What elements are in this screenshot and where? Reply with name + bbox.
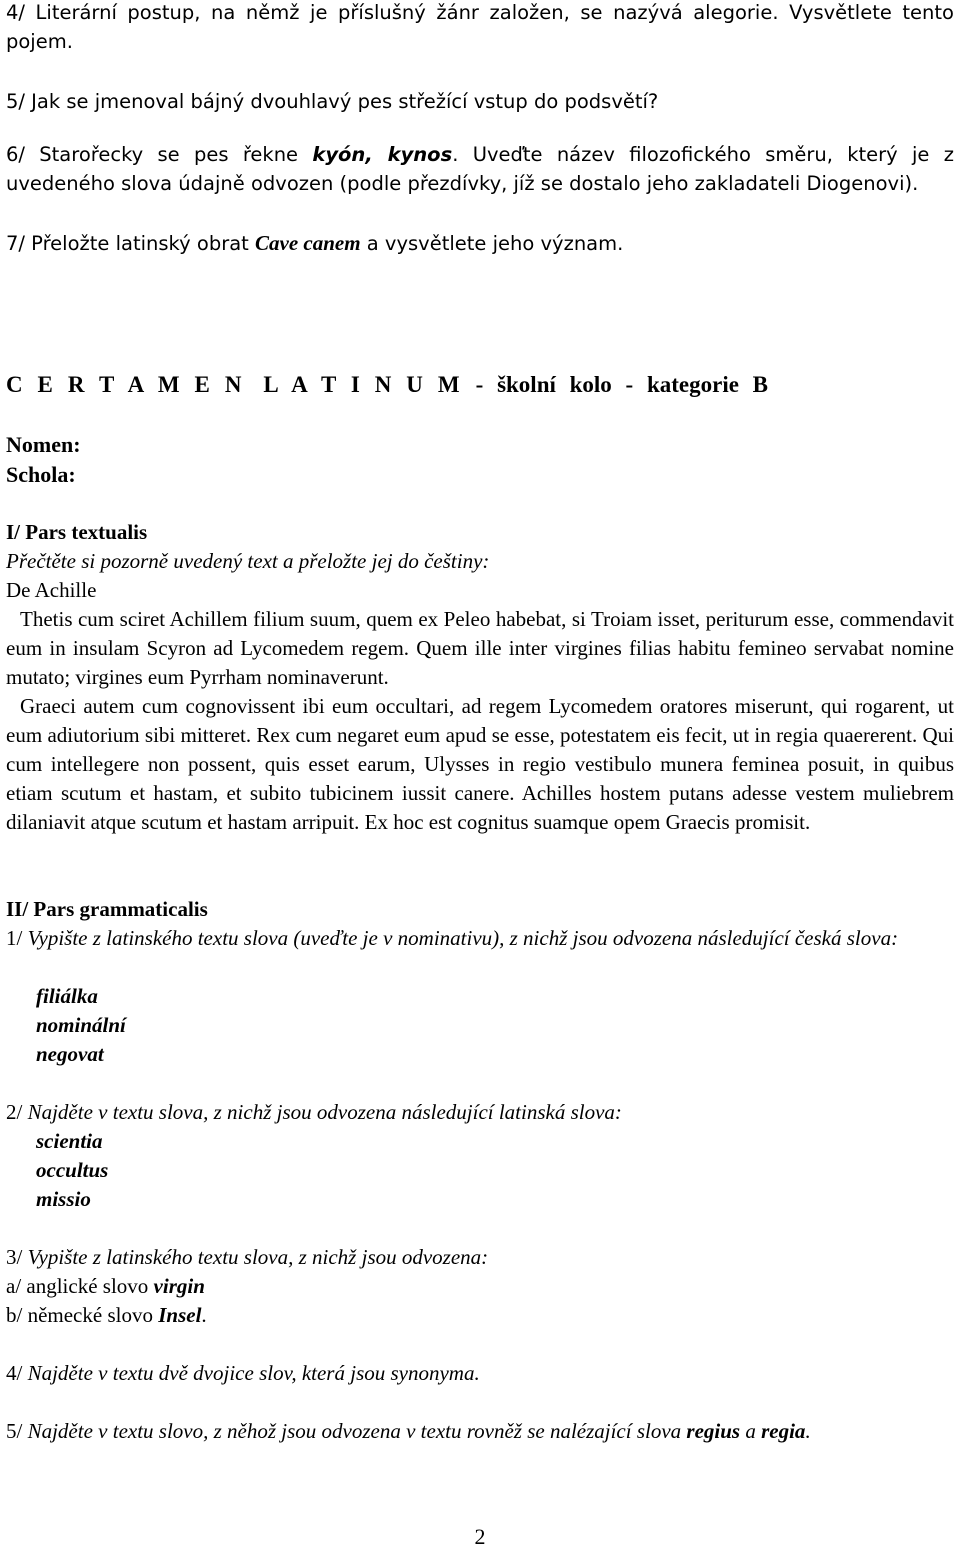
- gq1-word-1-text: filiálka: [36, 984, 98, 1008]
- gq1-text: Vypište z latinského textu slova (uveďte je v nominativu), z nichž jsou odvozena následující česká slova:: [22, 926, 899, 950]
- text-title-text: De Achille: [6, 578, 97, 602]
- nomen-label: [6, 430, 954, 459]
- gq3-item-a: [6, 1272, 954, 1301]
- part2-heading: [6, 895, 954, 924]
- question-5: [6, 87, 954, 116]
- nomen-label-text: Nomen:: [6, 432, 81, 457]
- gq2-word-2-text: occultus: [36, 1158, 109, 1182]
- gq4-text: Najděte v textu dvě dvojice slov, která jsou synonyma.: [22, 1361, 480, 1385]
- page-number: [0, 1524, 960, 1549]
- question-7: [6, 229, 954, 258]
- question-7-post: a vysvětlete jeho význam.: [360, 232, 624, 255]
- latin-paragraph-1b: Quem ille inter virgines filias habitu femineo servabat nomine mutato; virgines eum Pyrrham nominaverunt.: [6, 636, 955, 689]
- gq4-number: 4/: [6, 1361, 23, 1385]
- grammar-question-2: [6, 1098, 954, 1127]
- gq3-item-b: [6, 1301, 954, 1330]
- gq2-word-3: [6, 1185, 960, 1214]
- latin-paragraph-1: [6, 605, 954, 692]
- gq1-number: 1/: [6, 926, 23, 950]
- question-5-text: 5/ Jak se jmenoval bájný dvouhlavý pes střežící vstup do podsvětí?: [6, 90, 659, 113]
- part2-heading-text: II/ Pars grammaticalis: [6, 897, 208, 921]
- gq1-word-3: [6, 1040, 960, 1069]
- title-latinum: L A T I N U M: [263, 372, 465, 397]
- question-7-pre: 7/ Přeložte latinský obrat: [6, 232, 256, 255]
- gq3-text: Vypište z latinského textu slova, z nichž jsou odvozena:: [22, 1245, 489, 1269]
- part1-heading: [6, 518, 954, 547]
- gq5-mid: a: [740, 1419, 762, 1443]
- gq2-number: 2/: [6, 1100, 23, 1124]
- schola-label-text: Schola:: [6, 462, 76, 487]
- gq1-word-2-text: nominální: [36, 1013, 126, 1037]
- page-number-text: 2: [474, 1524, 486, 1549]
- gq2-text: Najděte v textu slova, z nichž jsou odvozena následující latinská slova:: [22, 1100, 622, 1124]
- gq3-number: 3/: [6, 1245, 23, 1269]
- latin-paragraph-1a: Thetis cum sciret Achillem filium suum, quem ex Peleo habebat, si Troiam isset, periturum esse, commendavit eum in insulam Scyron ad Lycomedem regem.: [6, 607, 954, 660]
- gq3-b-post: .: [201, 1303, 207, 1327]
- gq3-a-pre: a/ anglické slovo: [6, 1274, 154, 1298]
- gq1-word-1: [6, 982, 960, 1011]
- part1-instruction: [6, 547, 954, 576]
- gq2-word-1: [6, 1127, 960, 1156]
- question-6: [6, 140, 954, 198]
- schola-label: [6, 460, 954, 489]
- grammar-question-3: [6, 1243, 954, 1272]
- question-4: [6, 0, 954, 56]
- gq1-word-3-text: negovat: [36, 1042, 104, 1066]
- gq5-text: Najděte v textu slovo, z něhož jsou odvozena v textu rovněž se nalézající slova: [22, 1419, 687, 1443]
- question-6-pre: 6/ Starořecky se pes řekne: [6, 143, 313, 166]
- gq5-word-2: regia: [761, 1419, 806, 1443]
- latin-paragraph-2-text: Graeci autem cum cognovissent ibi eum occultari, ad regem Lycomedem oratores miserunt, qui rogarent, ut eum adiutorium sibi mitteret. Rex cum negaret eum apud se esse, potestatem eis fecit, ut in regia quaererent. Qui cum intellegere non possent, quis esset earum, Ulysses in regio vestibulo munera feminea posuit, in quibus etiam scutum et hastam, et subito tubicinem iussit canere. Achilles hostem putans adesse vestem muliebrem dilaniavit atque scutum et hastam arripuit. Ex hoc est cognitus suamque opem Graecis promisit.: [6, 694, 954, 834]
- gq5-number: 5/: [6, 1419, 23, 1443]
- question-6-post: . Uveďte název filozofického směru, který je z uvedeného slova údajně odvozen (podle přezdívky, jíž se dostalo jeho zakladateli Diogenovi).: [6, 143, 954, 195]
- gq5-word-1: regius: [686, 1419, 741, 1443]
- gq2-word-3-text: missio: [36, 1187, 91, 1211]
- gq3-a-word: virgin: [153, 1274, 205, 1298]
- text-title: [6, 576, 954, 605]
- gq5-end: .: [805, 1419, 811, 1443]
- grammar-question-5: [6, 1417, 954, 1446]
- gq2-word-1-text: scientia: [36, 1129, 103, 1153]
- title-rest: - školní kolo - kategorie B: [475, 372, 769, 397]
- question-6-term: kyón, kynos: [312, 143, 453, 166]
- gq2-word-2: [6, 1156, 960, 1185]
- latin-paragraph-2: [6, 692, 954, 837]
- part1-heading-text: I/ Pars textualis: [6, 520, 148, 544]
- part1-instruction-text: Přečtěte si pozorně uvedený text a přeložte jej do češtiny:: [6, 549, 490, 573]
- question-7-term: Cave canem: [255, 231, 361, 255]
- grammar-question-4: [6, 1359, 954, 1388]
- gq3-b-word: Insel: [158, 1303, 202, 1327]
- grammar-question-1: [6, 924, 954, 953]
- question-4-text: 4/ Literární postup, na němž je příslušný žánr založen, se nazývá alegorie. Vysvětlete tento pojem.: [6, 1, 954, 53]
- title-certamen: C E R T A M E N: [6, 372, 247, 397]
- gq3-b-pre: b/ německé slovo: [6, 1303, 159, 1327]
- competition-title: [6, 372, 954, 398]
- gq1-word-2: [6, 1011, 960, 1040]
